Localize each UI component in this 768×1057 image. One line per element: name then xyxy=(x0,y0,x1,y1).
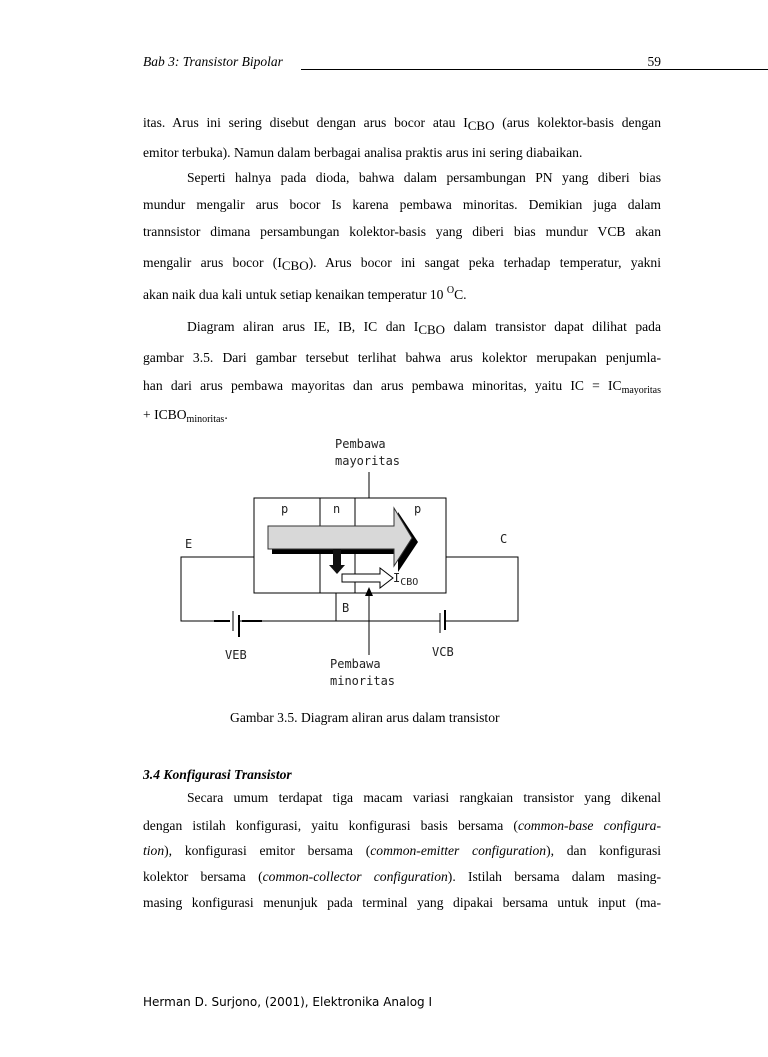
paragraph-line: emitor terbuka). Namun dalam berbagai analisa praktis arus ini sering diabaikan. xyxy=(143,145,583,160)
paragraph-line: Diagram aliran arus IE, IB, IC dan $I_{CBO}$ dalam transistor dapat dilihat pada xyxy=(187,319,661,336)
page-number: 59 xyxy=(647,54,661,69)
paragraph-line: dengan istilah konfigurasi, yaitu konfigurasi basis bersama (common-base configura- xyxy=(143,818,661,833)
page-header xyxy=(143,54,661,72)
chapter-title: Bab 3: Transistor Bipolar xyxy=(143,54,283,69)
paragraph-line: + $ICBO_{minoritas}$. xyxy=(143,407,228,425)
section-heading: 3.4 Konfigurasi Transistor xyxy=(143,767,292,782)
label-minority-carrier: Pembawa xyxy=(330,657,381,671)
transistor-current-diagram xyxy=(0,430,768,700)
label-veb: VEB xyxy=(225,648,247,662)
paragraph-line: Secara umum terdapat tiga macam variasi rangkaian transistor yang dikenal xyxy=(187,790,661,805)
paragraph-line: Seperti halnya pada dioda, bahwa dalam persambungan PN yang diberi bias xyxy=(187,170,661,185)
collector-wire xyxy=(445,557,518,621)
region-n-base: n xyxy=(333,502,341,516)
label-icbo: $I_{CBO}$ xyxy=(393,571,419,588)
label-majority-carrier: mayoritas xyxy=(335,454,401,468)
label-majority-carrier: Pembawa xyxy=(335,437,386,451)
paragraph-line: masing konfigurasi menunjuk pada terminal yang dipakai bersama untuk input (ma- xyxy=(143,895,661,910)
terminal-base: B xyxy=(342,601,350,615)
region-p-collector: p xyxy=(414,502,422,516)
paragraph-line: mengalir arus bocor $(I_{CBO})$. Arus bocor ini sangat peka terhadap temperatur, yakni xyxy=(143,255,661,272)
paragraph-line: akan naik dua kali untuk setiap kenaikan temperatur 10 $^O$C. xyxy=(143,285,467,302)
paragraph-line: mundur mengalir arus bocor Is karena pembawa minoritas. Demikian juga dalam xyxy=(143,197,661,212)
page-footer: Herman D. Surjono, (2001), Elektronika Analog I xyxy=(143,995,433,1009)
paragraph-line: itas. Arus ini sering disebut dengan arus bocor atau $I_{CBO}$ (arus kolektor-basis dengan xyxy=(143,115,661,132)
terminal-emitter: E xyxy=(185,537,193,551)
paragraph-line: kolektor bersama (common-collector configuration). Istilah bersama dalam masing- xyxy=(143,869,661,884)
emitter-wire xyxy=(181,557,254,621)
paragraph-line: tion), konfigurasi emitor bersama (common-emitter configuration), dan konfigurasi xyxy=(143,843,661,858)
terminal-collector: C xyxy=(500,532,508,546)
label-vcb: VCB xyxy=(432,645,454,659)
label-minority-carrier: minoritas xyxy=(330,674,396,688)
header-rule xyxy=(301,69,768,70)
paragraph-line: gambar 3.5. Dari gambar tersebut terlihat bahwa arus kolektor merupakan penjumla- xyxy=(143,350,661,365)
paragraph-line: trannsistor dimana persambungan kolektor-basis yang diberi bias mundur VCB akan xyxy=(143,224,661,239)
paragraph-line: han dari arus pembawa mayoritas dan arus pembawa minoritas, yaitu IC = $IC_{mayoritas}$ xyxy=(143,378,661,395)
base-terminal xyxy=(336,593,369,621)
region-p-emitter: p xyxy=(281,502,289,516)
figure-caption: Gambar 3.5. Diagram aliran arus dalam transistor xyxy=(230,710,500,725)
base-current-stem xyxy=(333,549,341,567)
